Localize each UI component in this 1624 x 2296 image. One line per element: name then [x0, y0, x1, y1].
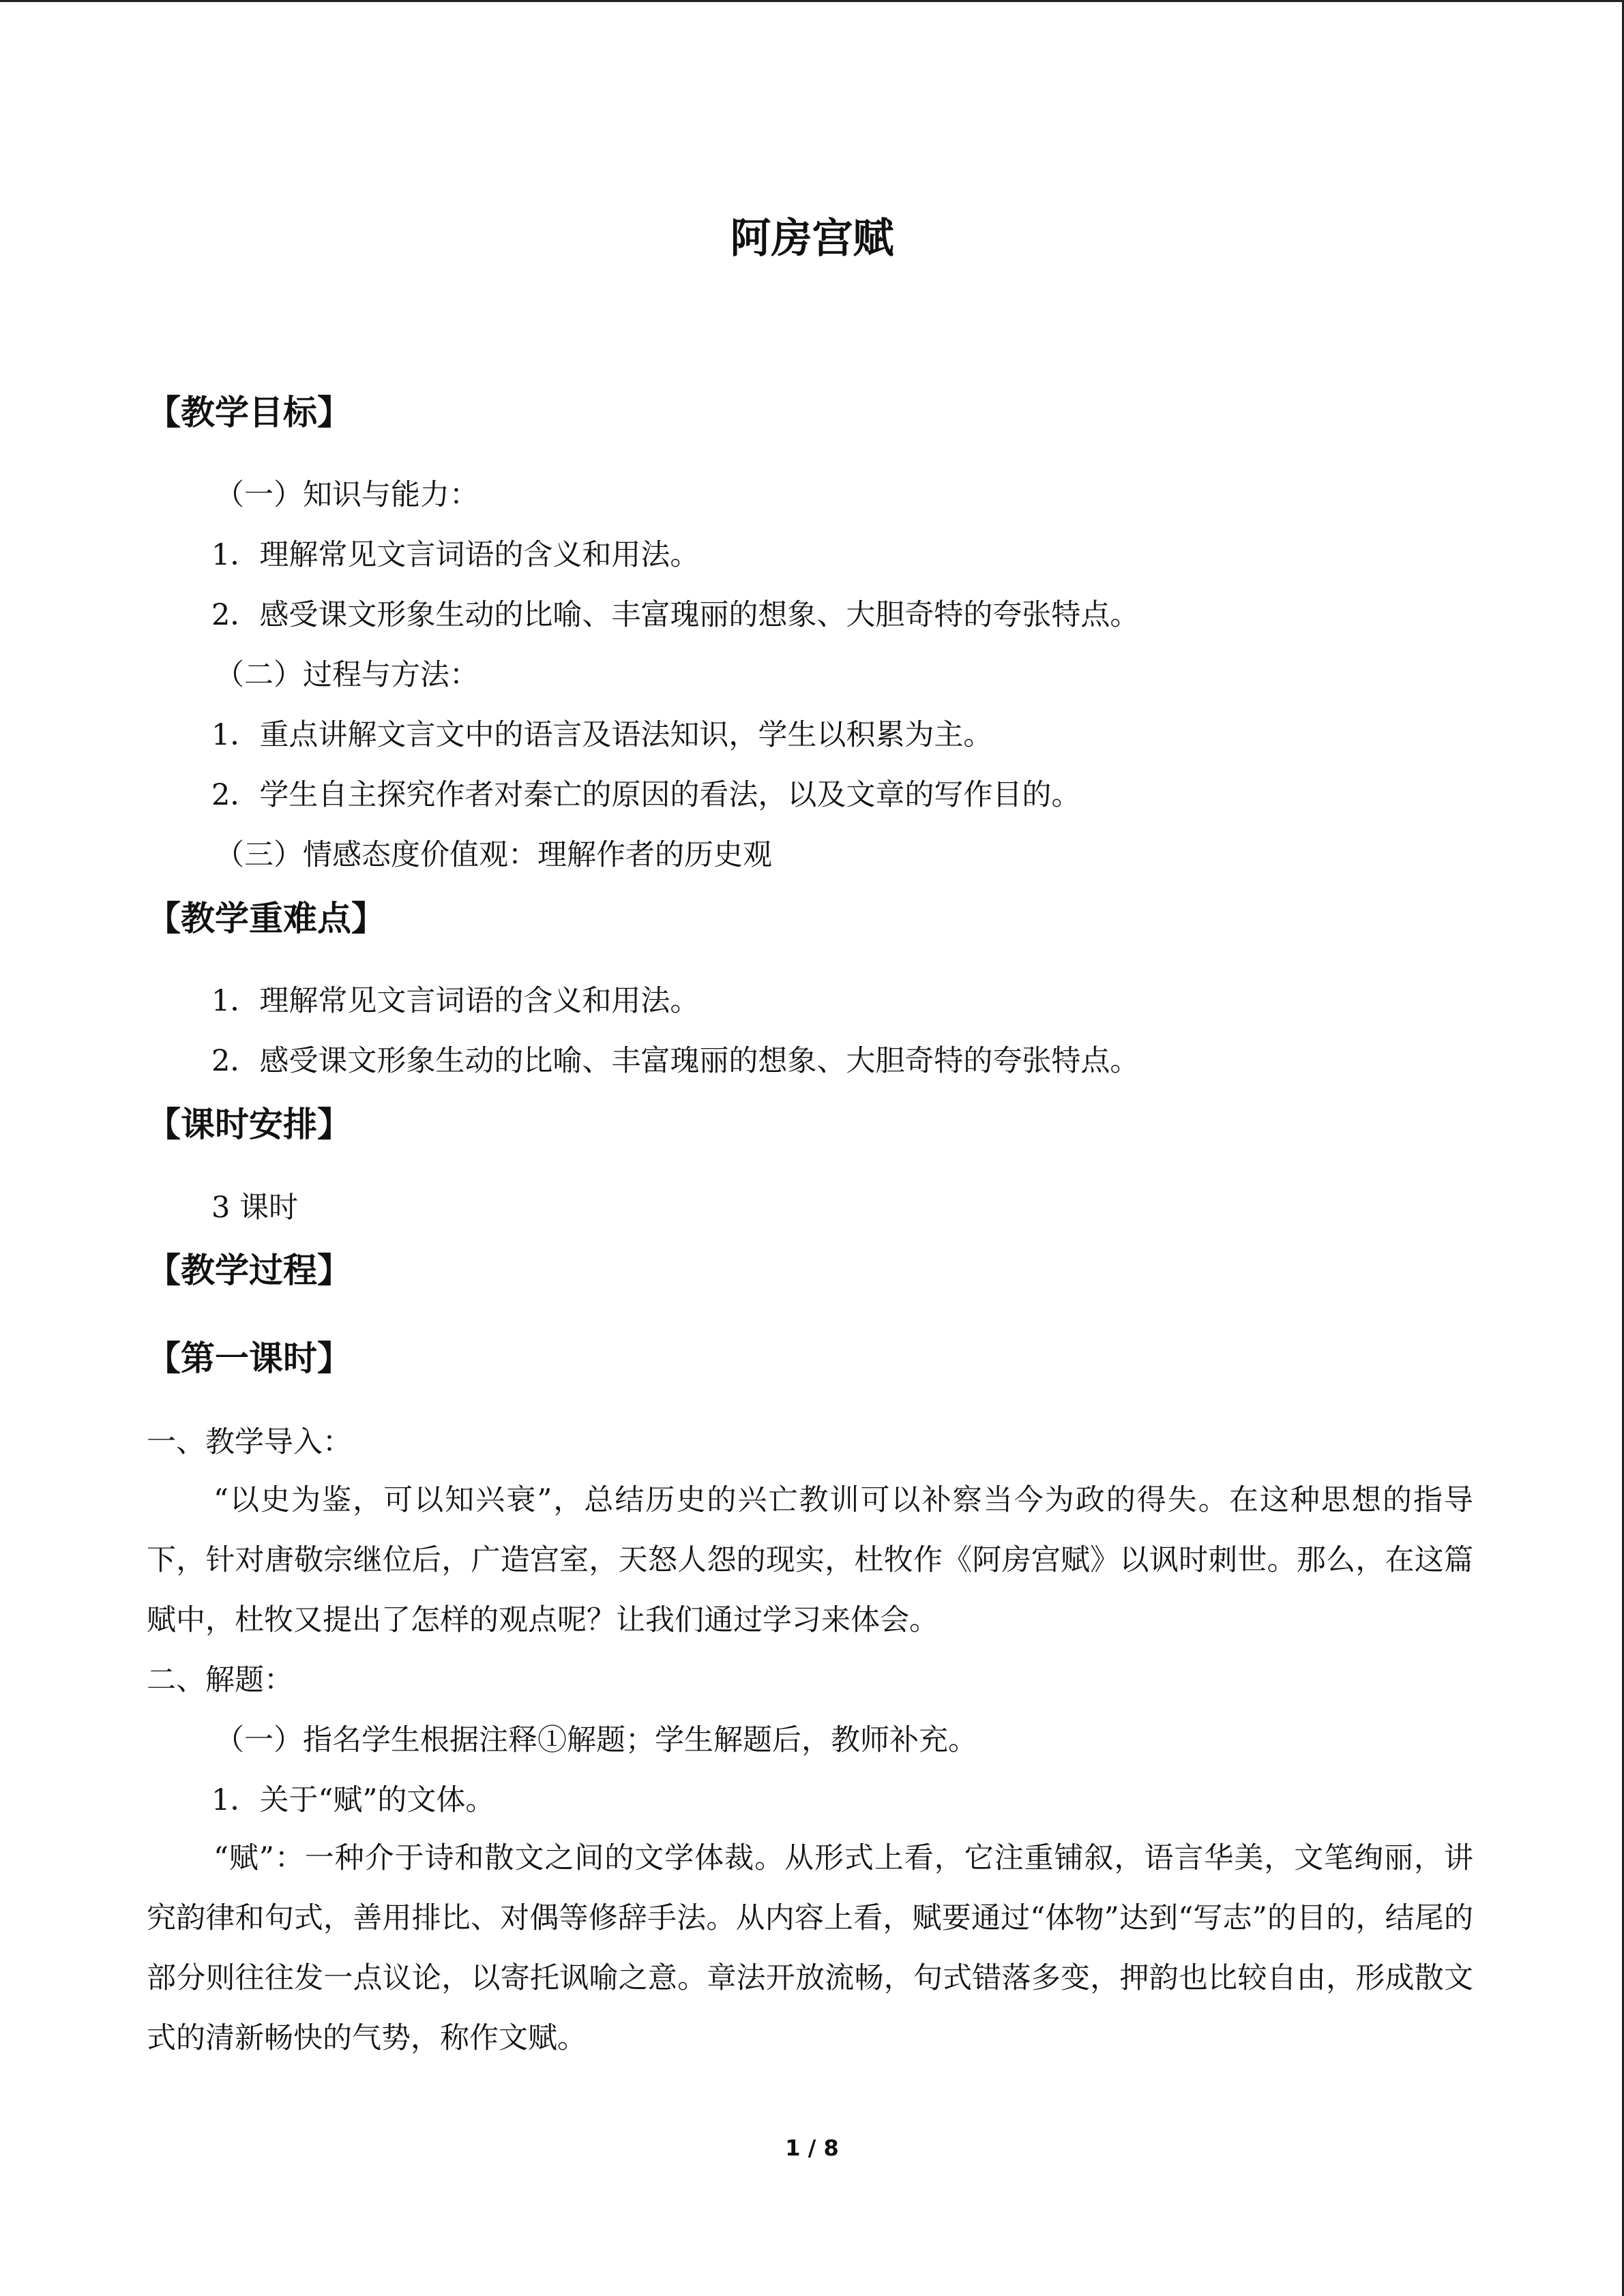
- key-points-item-1: 1．理解常见文言词语的含义和用法。: [211, 984, 700, 1018]
- lesson1-intro-heading: 一、教学导入：: [147, 1425, 352, 1459]
- section-heading-lesson1: 【第一课时】: [147, 1339, 351, 1378]
- document-title: 阿房宫赋: [730, 215, 894, 263]
- lesson1-intro-paragraph: “以史为鉴，可以知兴衰”，总结历史的兴亡教训可以补察当今为政的得失。在这种思想的指导下，针对唐敬宗继位后，广造宫室，天怒人怨的现实，杜牧作《阿房宫赋》以讽时刺世。那么，在这篇赋中，杜牧又提出了怎样的观点呢？让我们通过学习来体会。: [147, 1483, 1473, 1637]
- objectives-sub2-item-1: 1．重点讲解文言文中的语言及语法知识，学生以积累为主。: [211, 718, 993, 752]
- schedule-value: 3 课时: [211, 1191, 299, 1225]
- lesson1-explain-sub1: （一）指名学生根据注释①解题；学生解题后，教师补充。: [215, 1723, 977, 1757]
- objectives-sub1-item-2: 2．感受课文形象生动的比喻、丰富瑰丽的想象、大胆奇特的夸张特点。: [211, 598, 1140, 632]
- lesson1-fu-paragraph: “赋”：一种介于诗和散文之间的文学体裁。从形式上看，它注重铺叙，语言华美，文笔绚丽，讲究韵律和句式，善用排比、对偶等修辞手法。从内容上看，赋要通过“体物”达到“写志”的目的，结尾的部分则往往发一点议论，以寄托讽喻之意。章法开放流畅，句式错落多变，押韵也比较自由，形成散文式的清新畅快的气势，称作文赋。: [147, 1841, 1473, 2055]
- objectives-sub1-item-1: 1．理解常见文言词语的含义和用法。: [211, 538, 700, 572]
- section-heading-schedule: 【课时安排】: [147, 1105, 351, 1144]
- objectives-sub1: （一）知识与能力：: [215, 478, 479, 512]
- section-heading-process: 【教学过程】: [147, 1251, 351, 1290]
- section-heading-objectives: 【教学目标】: [147, 393, 351, 432]
- lesson1-explain-item1: 1．关于“赋”的文体。: [211, 1783, 495, 1817]
- page-indicator: 1 / 8: [785, 2135, 839, 2161]
- section-heading-key-points: 【教学重难点】: [147, 899, 385, 938]
- objectives-sub3: （三）情感态度价值观：理解作者的历史观: [215, 838, 772, 872]
- objectives-sub2-item-2: 2．学生自主探究作者对秦亡的原因的看法，以及文章的写作目的。: [211, 778, 1081, 812]
- lesson1-explain-heading: 二、解题：: [147, 1663, 293, 1697]
- key-points-item-2: 2．感受课文形象生动的比喻、丰富瑰丽的想象、大胆奇特的夸张特点。: [211, 1044, 1140, 1078]
- objectives-sub2: （二）过程与方法：: [215, 658, 479, 692]
